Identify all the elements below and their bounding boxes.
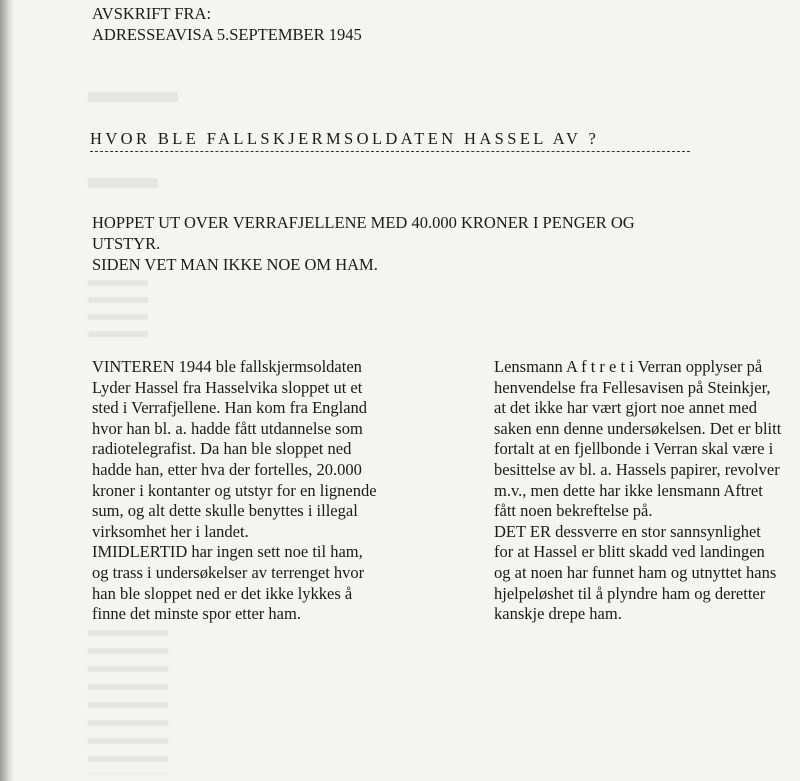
body-line: besittelse av bl. a. Hassels papirer, revolver xyxy=(494,459,780,479)
body-line: han ble sloppet ned er det ikke lykkes å xyxy=(92,583,353,603)
header-line: AVSKRIFT FRA: xyxy=(92,4,212,23)
lead-line: UTSTYR. xyxy=(92,234,161,253)
body-line: hvor han bl. a. hadde fått utdannelse som xyxy=(92,418,363,438)
bleed-through-smudge xyxy=(88,92,178,102)
right-column xyxy=(494,357,781,625)
body-line: kroner i kontanter og utstyr for en lignende xyxy=(92,480,377,500)
article-title: HVOR BLE FALLSKJERMSOLDATEN HASSEL AV ? xyxy=(90,129,600,148)
body-line: fått noen bekreftelse på. xyxy=(494,501,653,521)
body-line: VINTEREN 1944 ble fallskjermsoldaten xyxy=(92,357,362,376)
header-line: ADRESSEAVISA 5.SEPTEMBER 1945 xyxy=(92,25,362,44)
lead-line: HOPPET UT OVER VERRAFJELLENE MED 40.000 KRONER I PENGER OG xyxy=(92,213,635,232)
lead-paragraph xyxy=(92,212,732,275)
body-line: fortalt at en fjellbonde i Verran skal være i xyxy=(494,439,774,459)
left-column xyxy=(92,357,377,625)
body-line: hadde han, etter hva der fortelles, 20.000 xyxy=(92,459,362,479)
body-line: IMIDLERTID har ingen sett noe til ham, xyxy=(92,542,363,562)
body-line: at det ikke har vært gjort noe annet med xyxy=(494,398,758,418)
bleed-through-smudge xyxy=(88,178,158,188)
body-line: hjelpeløshet til å plyndre ham og deretter xyxy=(494,583,766,603)
scan-edge-shadow xyxy=(0,0,14,781)
bleed-through-smudge xyxy=(88,630,168,775)
body-line: og at noen har funnet ham og utnyttet hans xyxy=(494,562,777,582)
body-line: Lyder Hassel fra Hasselvika sloppet ut et xyxy=(92,377,363,397)
body-line: kanskje drepe ham. xyxy=(494,604,622,624)
body-line: radiotelegrafist. Da han ble sloppet ned xyxy=(92,439,352,459)
bleed-through-smudge xyxy=(88,280,148,340)
body-line: henvendelse fra Fellesavisen på Steinkjer, xyxy=(494,377,771,397)
body-line: DET ER dessverre en stor sannsynlighet xyxy=(494,521,761,541)
body-line: saken enn denne undersøkelsen. Det er blitt xyxy=(494,418,782,438)
source-header xyxy=(92,3,362,45)
body-line: Lensmann A f t r e t i Verran opplyser på xyxy=(494,357,763,376)
body-line: sum, og alt dette skulle benyttes i illegal xyxy=(92,501,358,521)
body-line: for at Hassel er blitt skadd ved landingen xyxy=(494,542,765,562)
body-line: finne det minste spor etter ham. xyxy=(92,604,301,624)
body-line: sted i Verrafjellene. Han kom fra England xyxy=(92,398,368,418)
body-line: virksomhet her i landet. xyxy=(92,521,249,541)
body-line: og trass i undersøkelser av terrenget hvor xyxy=(92,562,365,582)
body-line: m.v., men dette har ikke lensmann Aftret xyxy=(494,480,763,500)
lead-line: SIDEN VET MAN IKKE NOE OM HAM. xyxy=(92,255,378,274)
dashed-divider xyxy=(90,151,690,152)
